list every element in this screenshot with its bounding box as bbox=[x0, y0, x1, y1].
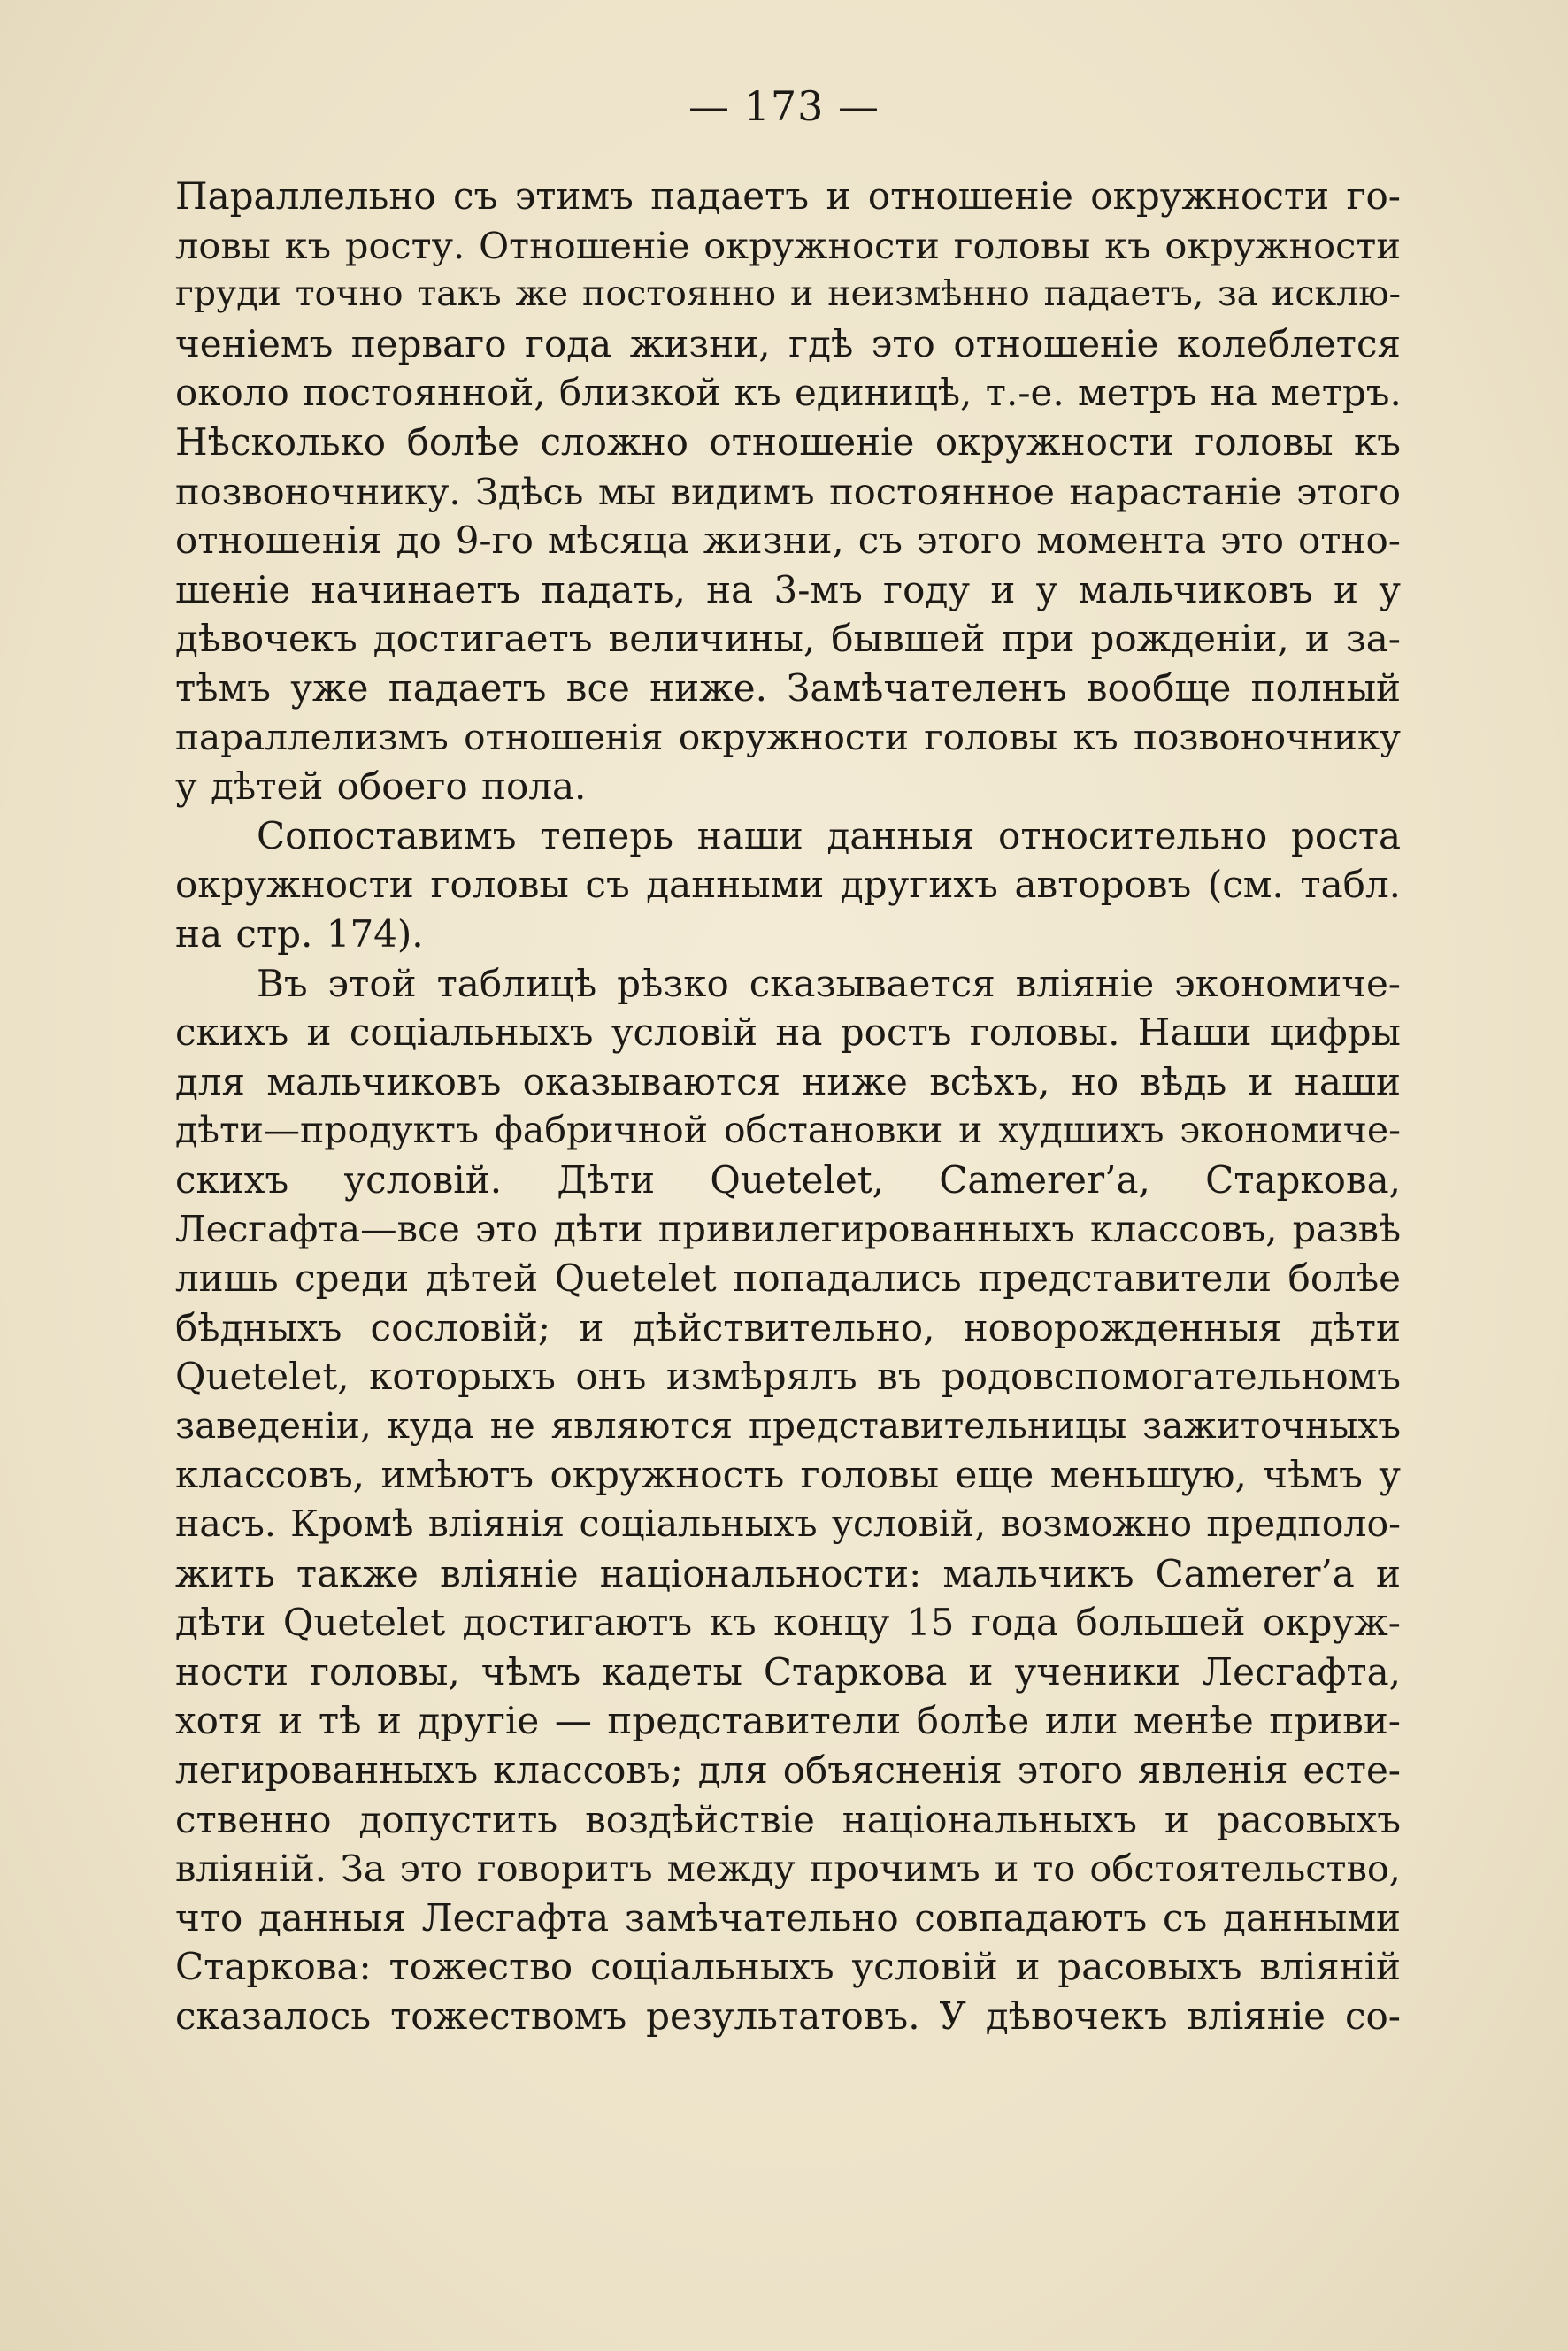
text-line: для мальчиковъ оказываются ниже всѣхъ, но вѣдь и наши bbox=[175, 1059, 1401, 1103]
paragraph-1 bbox=[175, 172, 1401, 811]
text-line: ловы къ росту. Отношеніе окружности головы къ окружности bbox=[175, 223, 1401, 267]
text-line: Сопоставимъ теперь наши данныя относительно роста bbox=[257, 813, 1401, 857]
text-line: что данныя Лесгафта замѣчательно совпадаютъ съ данными bbox=[175, 1895, 1401, 1940]
text-line: Лесгафта—все это дѣти привилегированныхъ классовъ, развѣ bbox=[175, 1207, 1401, 1251]
text-line: отношенія до 9-го мѣсяца жизни, съ этого момента это отно- bbox=[175, 519, 1401, 563]
text-line: насъ. Кромѣ вліянія соціальныхъ условій, возможно предполо- bbox=[175, 1502, 1401, 1546]
text-line: классовъ, имѣютъ окружность головы еще меньшую, чѣмъ у bbox=[175, 1453, 1401, 1497]
text-line: шеніе начинаетъ падать, на 3-мъ году и у мальчиковъ и у bbox=[175, 567, 1401, 611]
text-line: легированныхъ классовъ; для объясненія этого явленія есте- bbox=[175, 1748, 1401, 1792]
text-line: окружности головы съ данными другихъ авторовъ (см. табл. bbox=[175, 863, 1401, 907]
text-line: дѣти—продуктъ фабричной обстановки и худшихъ экономиче- bbox=[175, 1109, 1401, 1152]
text-line: лишь среди дѣтей Quetelet попадались представители болѣе bbox=[175, 1256, 1401, 1301]
text-line: Quetelet, которыхъ онъ измѣрялъ въ родовспомогательномъ bbox=[175, 1355, 1401, 1399]
text-line: Нѣсколько болѣе сложно отношеніе окружности головы къ bbox=[175, 419, 1401, 464]
text-line: заведеніи, куда не являются представительницы зажиточныхъ bbox=[175, 1403, 1401, 1447]
text-line: дѣвочекъ достигаетъ величины, бывшей при рожденіи, и за- bbox=[175, 617, 1401, 661]
text-line: Старкова: тожество соціальныхъ условій и расовыхъ вліяній bbox=[175, 1945, 1401, 1989]
text-line: ности головы, чѣмъ кадеты Старкова и ученики Лесгафта, bbox=[175, 1649, 1401, 1694]
text-line: скихъ и соціальныхъ условій на ростъ головы. Наши цифры bbox=[175, 1010, 1401, 1055]
text-line: жить также вліяніе національности: мальчикъ Camerer’a и bbox=[175, 1551, 1401, 1595]
paragraph-3 bbox=[175, 959, 1401, 2041]
text-line: скихъ условій. Дѣти Quetelet, Camerer’a, Старкова, bbox=[175, 1157, 1401, 1202]
text-line: ченіемъ перваго года жизни, гдѣ это отношеніе колеблется bbox=[175, 321, 1401, 365]
text-line: у дѣтей обоего пола. bbox=[175, 764, 587, 809]
text-line: хотя и тѣ и другіе — представители болѣе или менѣе приви- bbox=[175, 1699, 1401, 1743]
text-line: параллелизмъ отношенія окружности головы къ позвоночнику bbox=[175, 715, 1401, 758]
text-line: на стр. 174). bbox=[175, 911, 424, 956]
text-line: бѣдныхъ сословій; и дѣйствительно, новорожденныя дѣти bbox=[175, 1305, 1401, 1349]
text-line: около постоянной, близкой къ единицѣ, т.-е. метръ на метръ. bbox=[175, 371, 1402, 415]
body-text bbox=[175, 172, 1401, 2041]
text-line: ственно допустить воздѣйствіе національныхъ и расовыхъ bbox=[175, 1797, 1401, 1841]
page-number: — 173 — bbox=[688, 82, 880, 130]
text-line: позвоночнику. Здѣсь мы видимъ постоянное нарастаніе этого bbox=[175, 469, 1401, 513]
paragraph-2 bbox=[175, 811, 1401, 959]
text-line: груди точно такъ же постоянно и неизмѣнно падаетъ, за исклю- bbox=[175, 273, 1401, 315]
text-line: вліяній. За это говоритъ между прочимъ и то обстоятельство, bbox=[175, 1847, 1401, 1891]
text-line: Въ этой таблицѣ рѣзко сказывается вліяніе экономиче- bbox=[257, 961, 1401, 1005]
text-line: сказалось тожествомъ результатовъ. У дѣвочекъ вліяніе со- bbox=[175, 1994, 1401, 2038]
text-line: Параллельно съ этимъ падаетъ и отношеніе окружности го- bbox=[175, 174, 1401, 218]
text-line: тѣмъ уже падаетъ все ниже. Замѣчателенъ вообще полный bbox=[175, 665, 1401, 710]
text-line: дѣти Quetelet достигаютъ къ концу 15 года большей окруж- bbox=[175, 1601, 1401, 1645]
